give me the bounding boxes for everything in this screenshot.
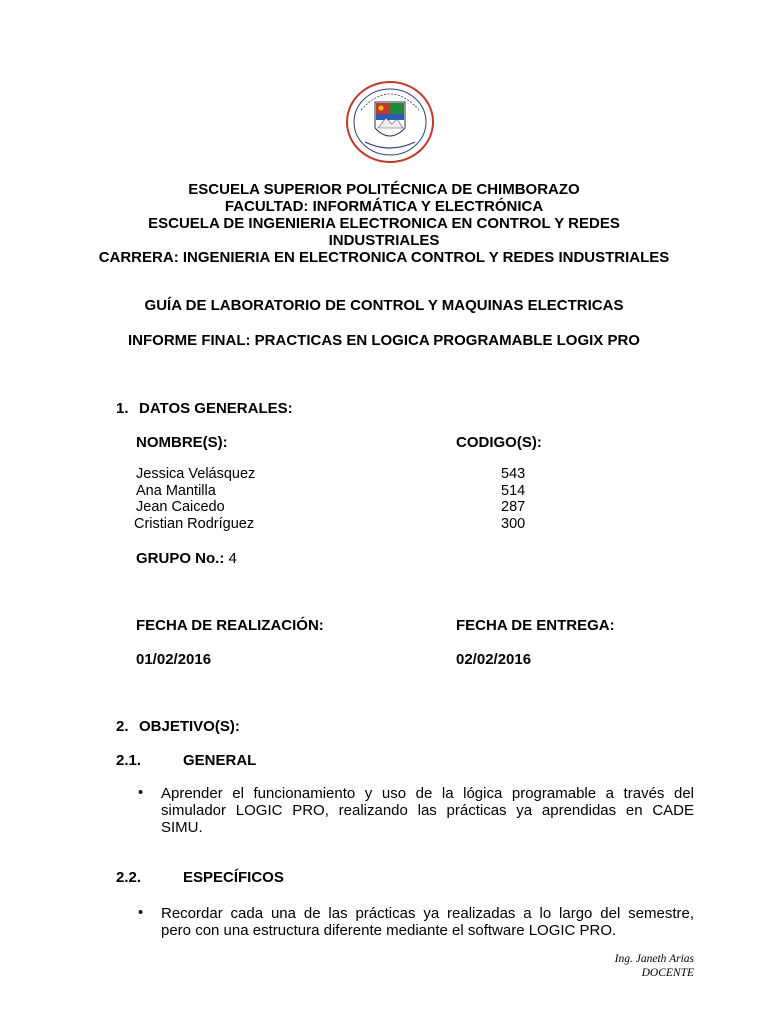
specific-title: ESPECÍFICOS (183, 869, 284, 886)
group-label: GRUPO No.: (136, 550, 225, 567)
general-number: 2.1. (116, 752, 142, 769)
section-2-title: OBJETIVO(S): (139, 718, 240, 735)
institution-seal-icon (345, 80, 435, 165)
general-objective-line: Aprender el funcionamiento y uso de la lógica programable a través del (161, 785, 694, 802)
report-title: INFORME FINAL: PRACTICAS EN LOGICA PROGRAMABLE LOGIX PRO (128, 332, 640, 349)
codes-header: CODIGO(S): (456, 434, 542, 451)
faculty-name: FACULTAD: INFORMÁTICA Y ELECTRÓNICA (224, 198, 544, 215)
bullet-icon: • (138, 785, 144, 801)
member-code: 300 (501, 516, 526, 532)
general-objective-line: simulador LOGIC PRO, realizando las prácticas ya aprendidas en CADE (161, 802, 694, 819)
bullet-icon: • (138, 905, 144, 921)
member-name: Jessica Velásquez (136, 466, 256, 482)
general-title: GENERAL (183, 752, 257, 769)
member-code: 543 (501, 466, 526, 482)
date-due-label: FECHA DE ENTREGA: (456, 617, 615, 634)
section-1-number: 1. (116, 400, 129, 417)
member-name: Ana Mantilla (136, 483, 216, 499)
teacher-name: Ing. Janeth Arias (614, 953, 694, 965)
specific-objective-line: Recordar cada una de las prácticas ya realizadas a lo largo del semestre, (161, 905, 694, 922)
member-name: Jean Caicedo (136, 499, 225, 515)
school-name-cont: INDUSTRIALES (328, 232, 440, 249)
member-code: 287 (501, 499, 526, 515)
member-code: 514 (501, 483, 526, 499)
school-name: ESCUELA DE INGENIERIA ELECTRONICA EN CONTROL Y REDES (148, 215, 620, 232)
institution-name: ESCUELA SUPERIOR POLITÉCNICA DE CHIMBORAZO (188, 181, 580, 198)
member-name: Cristian Rodríguez (134, 516, 255, 532)
date-done-label: FECHA DE REALIZACIÓN: (136, 617, 324, 634)
group-line (136, 550, 237, 567)
section-1-title: DATOS GENERALES: (139, 400, 293, 417)
specific-number: 2.2. (116, 869, 142, 886)
general-objective-line: SIMU. (161, 819, 203, 836)
section-2-number: 2. (116, 718, 129, 735)
guide-title: GUÍA DE LABORATORIO DE CONTROL Y MAQUINAS ELECTRICAS (144, 297, 624, 314)
teacher-role: DOCENTE (641, 967, 694, 979)
date-due-value: 02/02/2016 (456, 651, 532, 668)
group-value: 4 (228, 550, 237, 567)
names-header: NOMBRE(S): (136, 434, 228, 451)
date-done-value: 01/02/2016 (136, 651, 212, 668)
specific-objective-line: pero con una estructura diferente mediante el software LOGIC PRO. (161, 922, 617, 939)
career-name: CARRERA: INGENIERIA EN ELECTRONICA CONTROL Y REDES INDUSTRIALES (98, 249, 670, 266)
